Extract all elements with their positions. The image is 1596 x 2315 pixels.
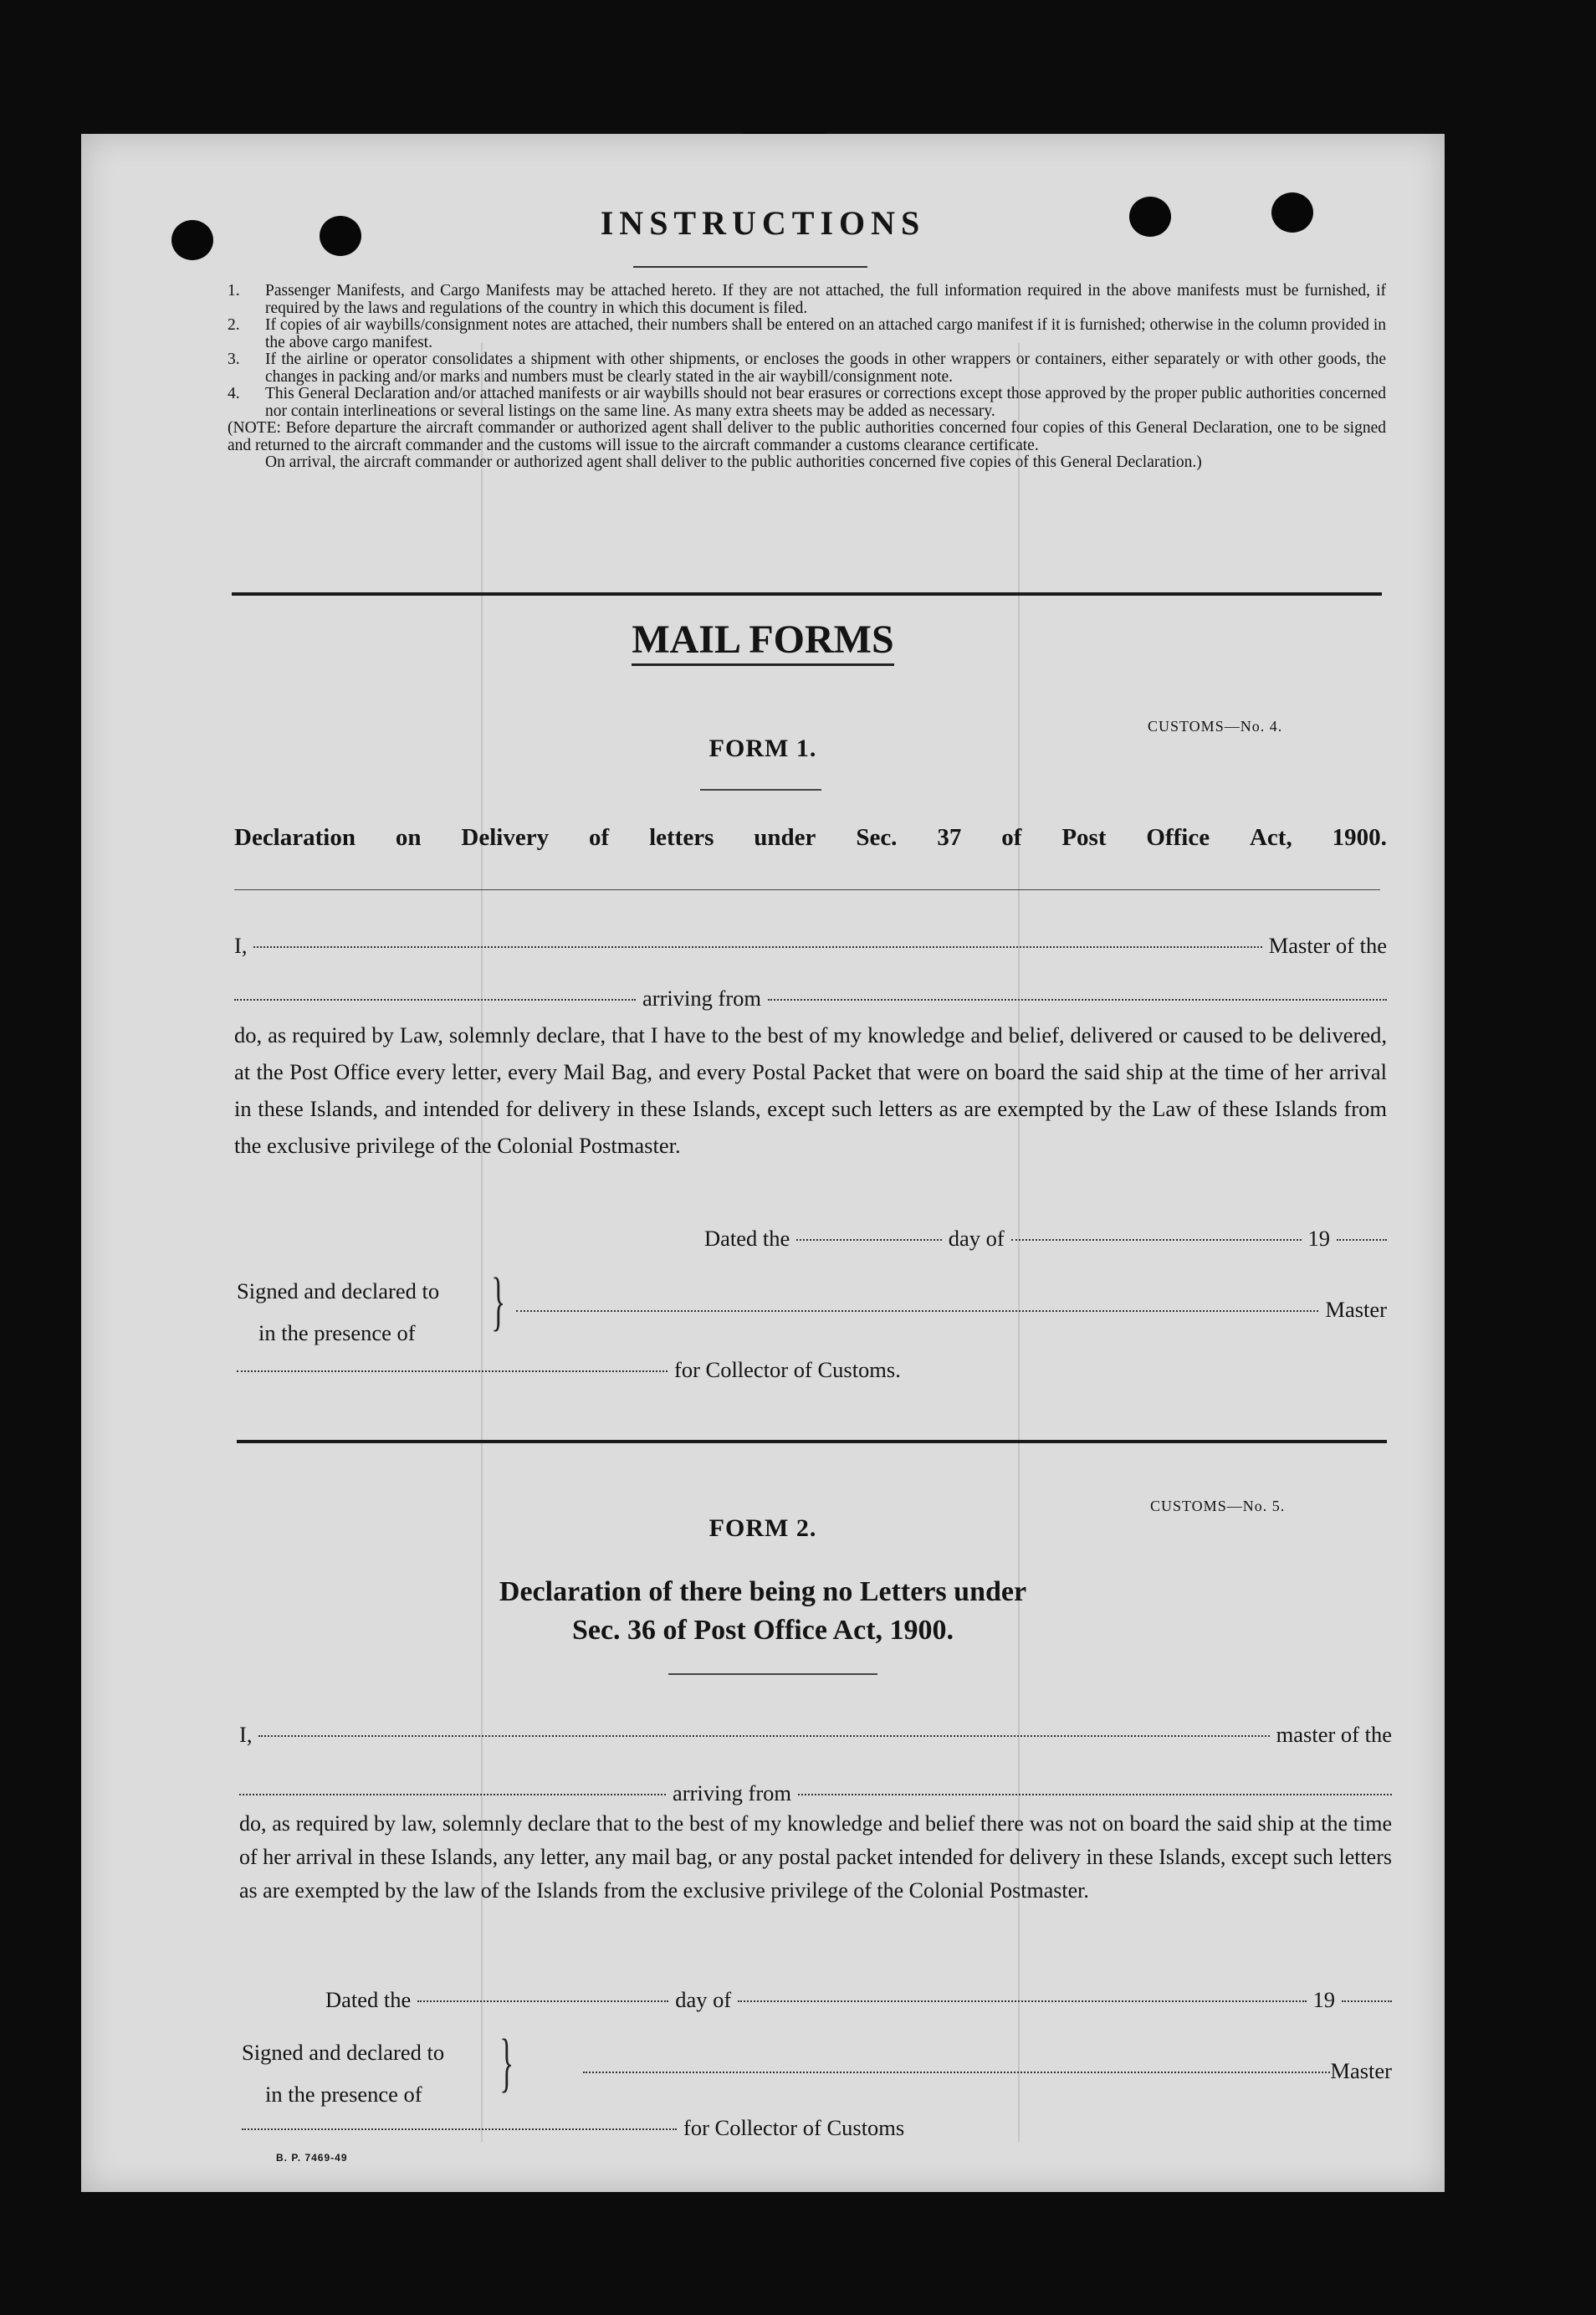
form2-body: do, as required by law, solemnly declare that to the best of my knowledge and belief there was not on board the said ship at the time of her arrival in these Islands, any letter, any mail bag, or any postal packet intended for delivery in these Islands, except such letters as are exempted by the law of the Islands from the exclusive privilege of the Colonial Postmaster. <box>239 1811 1392 1903</box>
form1-day-field[interactable] <box>796 1239 941 1241</box>
instruction-item: 3. If the airline or operator consolidates a shipment with other shipments, or encloses the goods in other wrappers or containers, either separately or with other goods, the changes in packing and/or marks and numbers must be clearly stated in the air waybill/consignment note. <box>228 351 1386 386</box>
section-divider <box>232 592 1382 596</box>
form1-collector-field[interactable] <box>237 1370 668 1372</box>
form2-ship-field[interactable] <box>239 1794 666 1795</box>
form1-master-signature-field[interactable] <box>516 1310 1318 1312</box>
form2-arriving-line: arriving from <box>239 1780 1392 1806</box>
form1-signed-block: Signed and declared to in the presence of <box>237 1278 440 1345</box>
form2-customs-number: CUSTOMS—No. 5. <box>1150 1498 1286 1514</box>
form1-customs-number: CUSTOMS—No. 4. <box>1148 718 1283 735</box>
instructions-title: INSTRUCTIONS <box>600 204 926 242</box>
instruction-item: 4. This General Declaration and/or attached manifests or air waybills should not bear erasures or corrections except those approved by the proper public authorities concerned nor contain interlineations or several listings on the same line. As many extra sheets may be added as necessary. <box>228 385 1386 420</box>
form1-brace: } <box>491 1264 506 1337</box>
form1-arriving-line: arriving from <box>234 986 1387 1012</box>
form2-title: FORM 2. <box>708 1514 817 1542</box>
form2-master-signature-field[interactable] <box>583 2072 1330 2073</box>
form2-declaration-heading: Declaration of there being no Letters under Sec. 36 of Post Office Act, 1900. <box>499 1576 1027 1646</box>
form1-origin-field[interactable] <box>768 999 1387 1001</box>
form1-title: FORM 1. <box>708 735 817 762</box>
form2-month-field[interactable] <box>738 2000 1306 2002</box>
instruction-item: 1. Passenger Manifests, and Cargo Manifests may be attached hereto. If they are not attached, the full information required in the above manifests must be furnished, if required by the laws and regulations of the country in which this document is filed. <box>228 282 1386 317</box>
form2-title-underline <box>668 1673 877 1675</box>
mail-forms-title: MAIL FORMS <box>81 617 1445 663</box>
form2-collector-line: for Collector of Customs <box>242 2115 1078 2141</box>
form1-heading-rule <box>234 889 1380 890</box>
form2-name-field[interactable] <box>258 1735 1269 1737</box>
form1-master-signature-line: Master <box>516 1297 1387 1323</box>
form1-dated-line: Dated the day of 19 <box>704 1226 1387 1252</box>
form2-dated-line: Dated the day of 19 <box>325 1987 1392 2013</box>
form1-year-field[interactable] <box>1337 1239 1387 1241</box>
form1-body: do, as required by Law, solemnly declare, that I have to the best of my knowledge and belief, delivered or caused to be delivered, at the Post Office every letter, every Mail Bag, and every Postal Packet that were on board the said ship at the time of her arrival in these Islands, and intended for delivery in these Islands, except such letters as are exempted by the Law of these Islands from the exclusive privilege of the Colonial Postmaster. <box>234 1022 1387 1158</box>
print-code: B. P. 7469-49 <box>276 2152 348 2164</box>
form2-brace: } <box>499 2026 514 2098</box>
form2-day-field[interactable] <box>417 2000 668 2002</box>
document-page <box>81 134 1445 2192</box>
form2-collector-field[interactable] <box>242 2128 677 2130</box>
form1-name-field[interactable] <box>253 946 1261 948</box>
instruction-note-arrival: On arrival, the aircraft commander or authorized agent shall deliver to the public authorities concerned five copies of this General Declaration.) <box>265 453 1202 471</box>
form-divider <box>237 1440 1387 1443</box>
form2-master-signature-line: Master <box>583 2058 1392 2084</box>
form2-master-line: I, master of the <box>239 1722 1392 1747</box>
instruction-item: 2. If copies of air waybills/consignment notes are attached, their numbers shall be entered on an attached cargo manifest if it is furnished; otherwise in the column provided in the above cargo manifest. <box>228 316 1386 351</box>
form1-master-line: I, Master of the <box>234 933 1387 958</box>
form1-ship-field[interactable] <box>234 999 636 1001</box>
instructions-underline <box>633 266 867 268</box>
form2-origin-field[interactable] <box>798 1794 1392 1795</box>
instruction-note: (NOTE: Before departure the aircraft commander or authorized agent shall deliver to the public authorities concerned four copies of this General Declaration, one to be signed and returned to the aircraft commander and the customs will issue to the aircraft commander a customs clearance certificate. <box>228 419 1386 454</box>
form2-year-field[interactable] <box>1342 2000 1392 2002</box>
form1-title-underline <box>700 789 821 791</box>
instructions-list <box>228 283 1386 472</box>
form2-signed-block: Signed and declared to in the presence of <box>242 2040 445 2107</box>
form1-declaration-heading: Declaration on Delivery of letters under Sec. 37 of Post Office Act, 1900. <box>234 824 1387 851</box>
form1-collector-line: for Collector of Customs. <box>237 1357 1073 1383</box>
form1-month-field[interactable] <box>1011 1239 1302 1241</box>
